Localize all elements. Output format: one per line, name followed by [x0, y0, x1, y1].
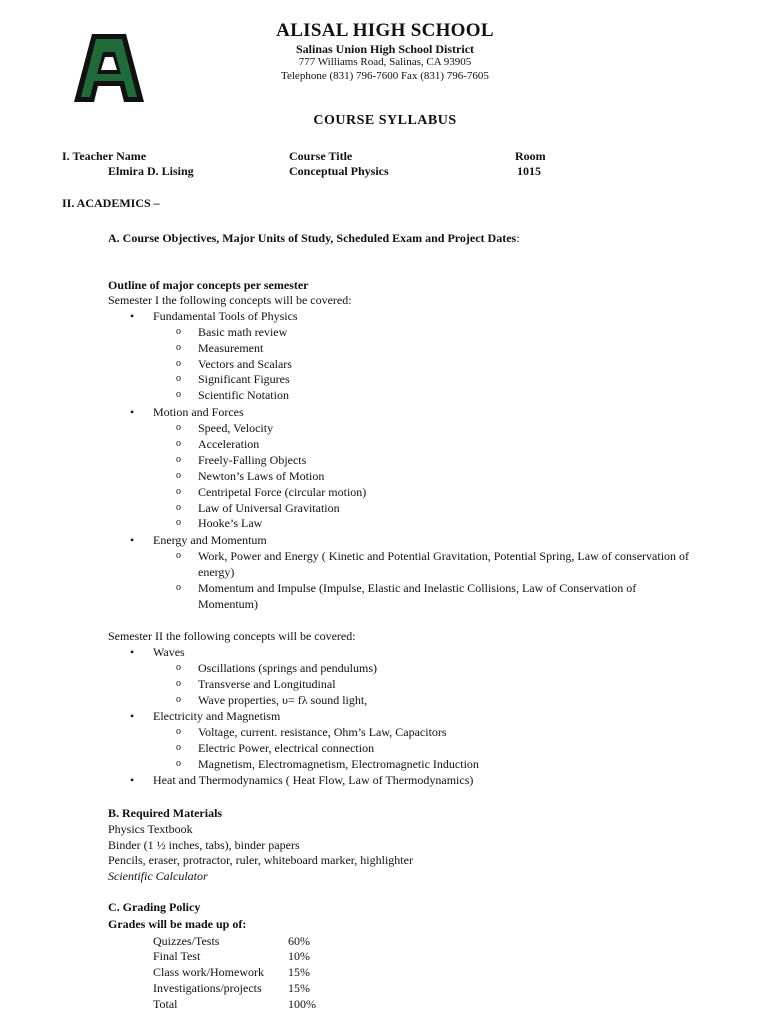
sem1-subitem: Acceleration: [198, 437, 260, 451]
circle-bullet-icon: o: [176, 470, 181, 481]
circle-bullet-icon: o: [176, 422, 181, 433]
bullet-icon: •: [130, 309, 135, 323]
sem2-subitem: Transverse and Longitudinal: [198, 677, 336, 691]
room-label: Room: [515, 149, 546, 163]
circle-bullet-icon: o: [176, 454, 181, 465]
sem1-topic-label: Energy and Momentum: [153, 533, 267, 547]
sem2-subitem: Electric Power, electrical connection: [198, 741, 375, 755]
objectives-heading: [108, 230, 520, 246]
circle-bullet-icon: o: [176, 726, 181, 737]
circle-bullet-icon: o: [176, 678, 181, 689]
grading-row-label: Total: [153, 997, 178, 1011]
sem1-topic-label: Fundamental Tools of Physics: [153, 309, 298, 323]
course-title-label: Course Title: [289, 149, 353, 163]
course-title-value: Conceptual Physics: [289, 164, 389, 178]
grading-row-label: Quizzes/Tests: [153, 934, 220, 948]
page-title: COURSE SYLLABUS: [313, 113, 457, 128]
sem1-subitem: Hooke’s Law: [198, 516, 263, 530]
materials-calculator: Scientific Calculator: [108, 869, 208, 883]
circle-bullet-icon: o: [176, 550, 181, 561]
outline-heading: Outline of major concepts per semester: [108, 278, 309, 292]
grading-row-label: Class work/Homework: [153, 965, 264, 979]
sem1-subitem: Freely-Falling Objects: [198, 453, 307, 467]
circle-bullet-icon: o: [176, 694, 181, 705]
teacher-value: Elmira D. Lising: [108, 164, 194, 178]
sem2-topic-label: Heat and Thermodynamics ( Heat Flow, Law of Thermodynamics): [153, 773, 474, 787]
circle-bullet-icon: o: [176, 486, 181, 497]
circle-bullet-icon: o: [176, 342, 181, 353]
grading-row-value: 100%: [288, 997, 316, 1011]
grading-subheading: Grades will be made up of:: [108, 917, 247, 931]
sem2-subitem: Voltage, current. resistance, Ohm’s Law, Capacitors: [198, 725, 447, 739]
sem1-subitem: Vectors and Scalars: [198, 357, 292, 371]
circle-bullet-icon: o: [176, 373, 181, 384]
objectives-heading-colon: :: [516, 231, 520, 245]
sem1-subitem: Newton’s Laws of Motion: [198, 469, 325, 483]
materials-heading: B. Required Materials: [108, 806, 223, 820]
grading-row-value: 15%: [288, 981, 310, 995]
semester-1-intro: Semester I the following concepts will be covered:: [108, 293, 352, 307]
sem1-subitem: Work, Power and Energy ( Kinetic and Potential Gravitation, Potential Spring, Law of conservation of energy): [198, 549, 690, 579]
sem2-topic-label: Waves: [153, 645, 185, 659]
sem1-subitem: Basic math review: [198, 325, 288, 339]
bullet-icon: •: [130, 405, 135, 419]
grading-heading: C. Grading Policy: [108, 900, 201, 914]
grading-row-value: 10%: [288, 949, 310, 963]
sem2-topic-label: Electricity and Magnetism: [153, 709, 281, 723]
sem1-subitem: Centripetal Force (circular motion): [198, 485, 367, 499]
circle-bullet-icon: o: [176, 438, 181, 449]
bullet-icon: •: [130, 645, 135, 659]
materials-line: Binder (1 ½ inches, tabs), binder papers: [108, 838, 300, 852]
academics-heading: II. ACADEMICS –: [62, 196, 160, 210]
sem1-subitem: Momentum and Impulse (Impulse, Elastic and Inelastic Collisions, Law of Conservation of Momentum): [198, 581, 637, 611]
grading-row-label: Final Test: [153, 949, 201, 963]
materials-line: Pencils, eraser, protractor, ruler, whiteboard marker, highlighter: [108, 853, 413, 867]
circle-bullet-icon: o: [176, 326, 181, 337]
sem1-subitem: Significant Figures: [198, 372, 290, 386]
circle-bullet-icon: o: [176, 758, 181, 769]
bullet-icon: •: [130, 533, 135, 547]
circle-bullet-icon: o: [176, 517, 181, 528]
bullet-icon: •: [130, 773, 135, 787]
grading-row-label: Investigations/projects: [153, 981, 262, 995]
sem2-subitem: Wave properties, υ= fλ sound light,: [198, 693, 368, 707]
circle-bullet-icon: o: [176, 662, 181, 673]
school-district: Salinas Union High School District: [295, 42, 475, 56]
grading-row-value: 60%: [288, 934, 310, 948]
semester-2-intro: Semester II the following concepts will be covered:: [108, 629, 356, 643]
school-name: ALISAL HIGH SCHOOL: [276, 20, 494, 41]
school-address: 777 Williams Road, Salinas, CA 93905: [298, 56, 472, 68]
materials-line: Physics Textbook: [108, 822, 193, 836]
sem1-subitem: Measurement: [198, 341, 264, 355]
grading-row-value: 15%: [288, 965, 310, 979]
circle-bullet-icon: o: [176, 742, 181, 753]
circle-bullet-icon: o: [176, 358, 181, 369]
circle-bullet-icon: o: [176, 582, 181, 593]
objectives-heading-text: A. Course Objectives, Major Units of Study, Scheduled Exam and Project Dates: [108, 231, 517, 245]
bullet-icon: •: [130, 709, 135, 723]
sem1-subitem: Law of Universal Gravitation: [198, 501, 340, 515]
sem1-subitem: Speed, Velocity: [198, 421, 274, 435]
sem1-topic-label: Motion and Forces: [153, 405, 244, 419]
circle-bullet-icon: o: [176, 502, 181, 513]
teacher-label: I. Teacher Name: [62, 149, 147, 163]
sem2-subitem: Oscillations (springs and pendulums): [198, 661, 377, 675]
school-logo-icon: [72, 30, 146, 106]
sem1-subitem: Scientific Notation: [198, 388, 289, 402]
sem2-subitem: Magnetism, Electromagnetism, Electromagnetic Induction: [198, 757, 479, 771]
room-value: 1015: [517, 164, 541, 178]
school-phone: Telephone (831) 796-7600 Fax (831) 796-7605: [281, 70, 489, 82]
circle-bullet-icon: o: [176, 389, 181, 400]
